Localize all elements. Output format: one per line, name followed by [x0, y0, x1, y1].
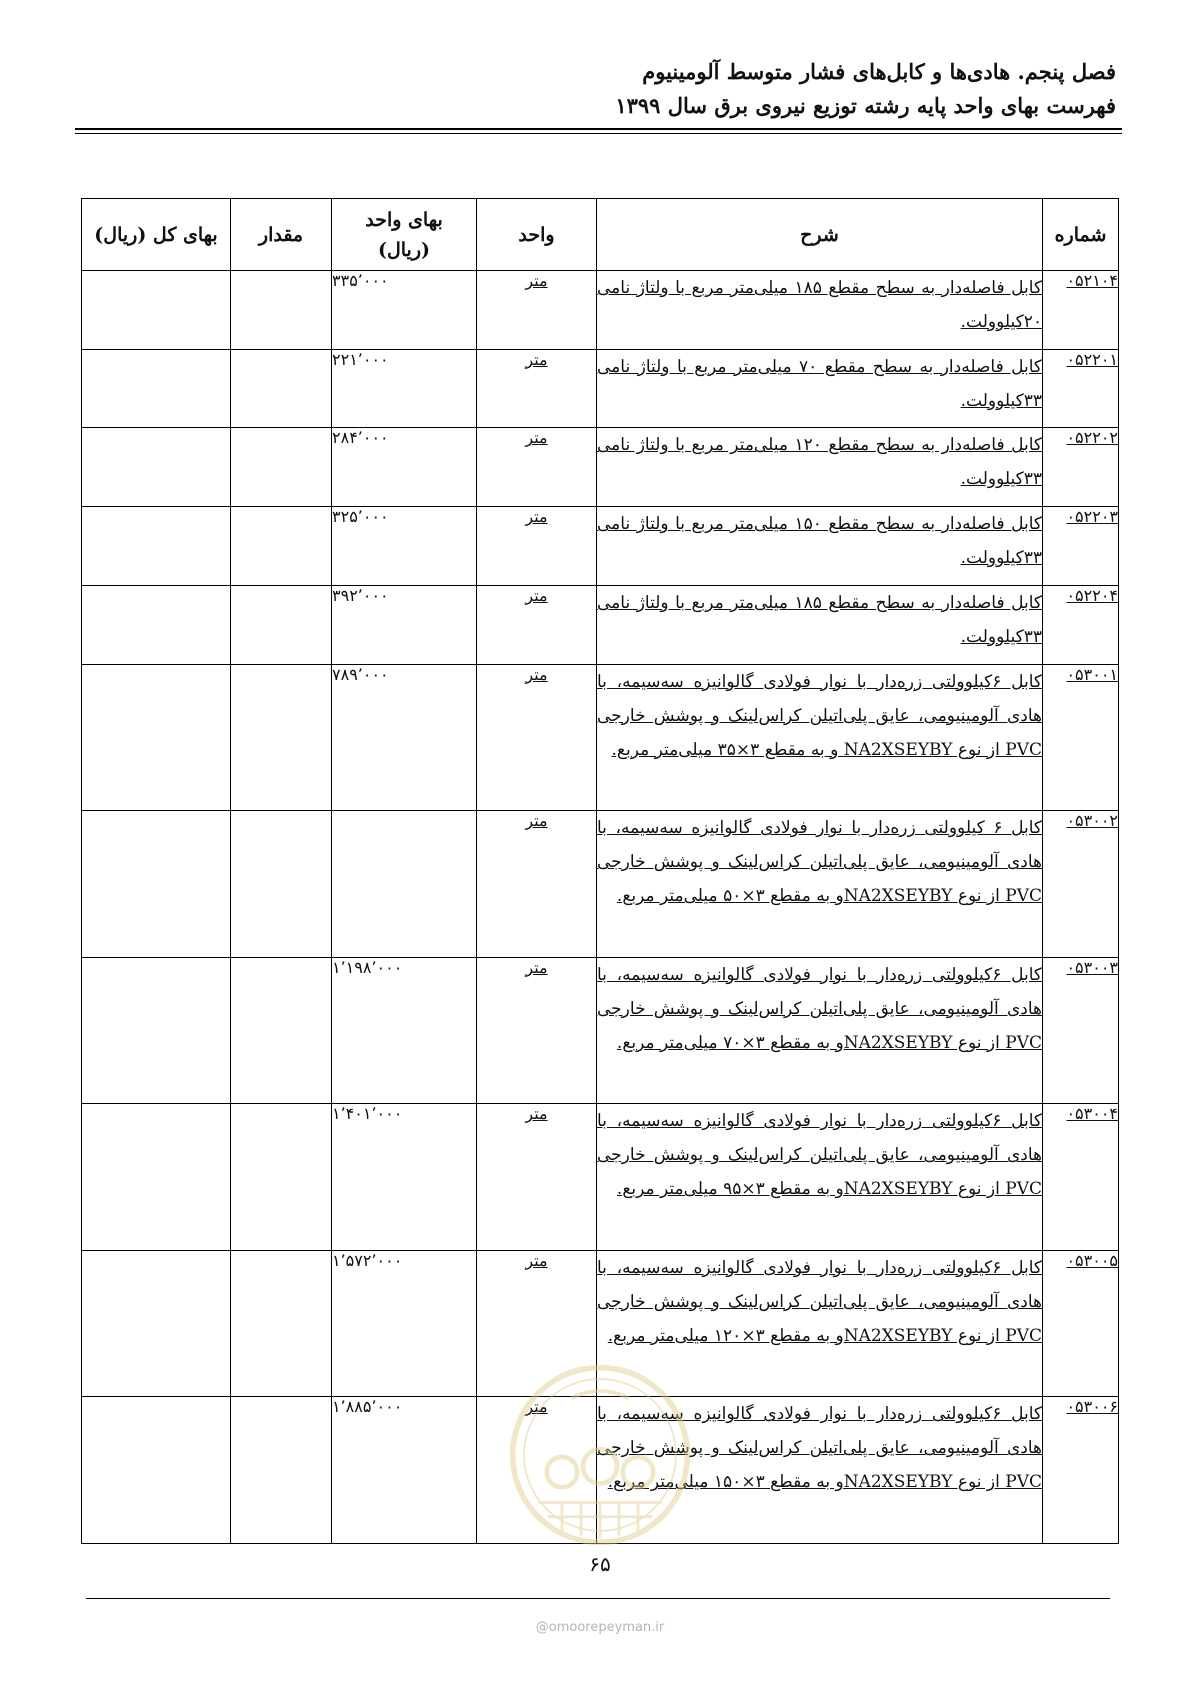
- row-code: ۰۵۳۰۰۳: [1066, 957, 1118, 977]
- table-row: [82, 1397, 1119, 1544]
- row-description-cell: [597, 271, 1043, 350]
- row-quantity: [231, 1250, 332, 1397]
- row-unit-cell: [477, 1397, 597, 1544]
- row-total: [82, 957, 231, 1104]
- row-code: ۰۵۳۰۰۴: [1066, 1104, 1118, 1124]
- row-description: کابل ۶کیلوولتی زره‌دار با نوار فولادی گالوانیزه سه‌سیمه، با هادی آلومینیومی، عایق پلی‌اتیلن کراس‌لینک و پوشش خارجی PVC از نوع NA2XSEYBYو به مقطع ۳×۱۲۰ میلی‌متر مربع.: [597, 1257, 1042, 1346]
- row-total: [82, 271, 231, 350]
- row-unit-price: ۱٬۴۰۱٬۰۰۰: [332, 1104, 477, 1251]
- row-description: کابل ۶کیلوولتی زره‌دار با نوار فولادی گالوانیزه سه‌سیمه، با هادی آلومینیومی، عایق پلی‌اتیلن کراس‌لینک و پوشش خارجی PVC از نوع NA2XSEYBY و به مقطع ۳×۳۵ میلی‌متر مربع.: [597, 671, 1042, 760]
- row-code: ۰۵۲۱۰۴: [1066, 271, 1118, 290]
- chapter-title: فصل پنجم. هادی‌ها و کابل‌های فشار متوسط آلومینیوم: [642, 59, 1116, 84]
- row-description-cell: [597, 349, 1043, 428]
- row-code: ۰۵۳۰۰۲: [1066, 811, 1118, 831]
- row-description: کابل فاصله‌دار به سطح مقطع ۱۸۵ میلی‌متر مربع با ولتاژ نامی ۳۳کیلوولت.: [597, 592, 1042, 647]
- row-unit: متر: [525, 1104, 548, 1124]
- row-description-cell: [597, 1397, 1043, 1544]
- row-description-cell: [597, 664, 1043, 811]
- row-code-cell: [1043, 349, 1119, 428]
- row-unit-price: ۳۹۲٬۰۰۰: [332, 585, 477, 664]
- row-quantity: [231, 271, 332, 350]
- row-unit: متر: [525, 811, 548, 831]
- row-unit-cell: [477, 271, 597, 350]
- row-description-cell: [597, 811, 1043, 958]
- row-description: کابل فاصله‌دار به سطح مقطع ۷۰ میلی‌متر مربع با ولتاژ نامی ۳۳کیلوولت.: [597, 356, 1042, 411]
- row-quantity: [231, 811, 332, 958]
- row-quantity: [231, 957, 332, 1104]
- row-unit-cell: [477, 1104, 597, 1251]
- table-row: [82, 428, 1119, 507]
- row-unit-cell: [477, 664, 597, 811]
- document-title: فهرست بهای واحد پایه رشته توزیع نیروی برق سال ۱۳۹۹: [615, 93, 1116, 118]
- row-unit-price: ۲۲۱٬۰۰۰: [332, 349, 477, 428]
- row-description: کابل ۶کیلوولتی زره‌دار با نوار فولادی گالوانیزه سه‌سیمه، با هادی آلومینیومی، عایق پلی‌اتیلن کراس‌لینک و پوشش خارجی PVC از نوع NA2XSEYBYو به مقطع ۳×۷۰ میلی‌متر مربع.: [597, 964, 1042, 1053]
- table-row: [82, 349, 1119, 428]
- page-number: ۶۵: [589, 1552, 611, 1576]
- row-code-cell: [1043, 585, 1119, 664]
- row-unit-price: ۳۳۵٬۰۰۰: [332, 271, 477, 350]
- row-unit: متر: [525, 1250, 548, 1270]
- table-row: [82, 957, 1119, 1104]
- header-description: شرح: [597, 199, 1043, 271]
- row-unit: متر: [525, 1397, 548, 1417]
- row-unit: متر: [525, 585, 548, 605]
- row-unit-price: [332, 811, 477, 958]
- row-description-cell: [597, 957, 1043, 1104]
- row-unit-price: ۱٬۵۷۲٬۰۰۰: [332, 1250, 477, 1397]
- row-total: [82, 664, 231, 811]
- row-code: ۰۵۳۰۰۱: [1066, 664, 1118, 684]
- row-unit-cell: [477, 585, 597, 664]
- row-code-cell: [1043, 957, 1119, 1104]
- row-code: ۰۵۳۰۰۵: [1066, 1250, 1118, 1270]
- row-code-cell: [1043, 271, 1119, 350]
- row-unit-price: ۱٬۱۹۸٬۰۰۰: [332, 957, 477, 1104]
- row-description-cell: [597, 585, 1043, 664]
- row-description: کابل فاصله‌دار به سطح مقطع ۱۲۰ میلی‌متر مربع با ولتاژ نامی ۳۳کیلوولت.: [597, 435, 1042, 490]
- row-unit: متر: [525, 271, 548, 290]
- row-quantity: [231, 507, 332, 586]
- row-unit: متر: [525, 957, 548, 977]
- row-code-cell: [1043, 1397, 1119, 1544]
- header-unit-price: [332, 199, 477, 271]
- row-total: [82, 428, 231, 507]
- row-unit-cell: [477, 349, 597, 428]
- row-total: [82, 1104, 231, 1251]
- row-total: [82, 349, 231, 428]
- header-total-price: بهای کل (ریال): [82, 199, 231, 271]
- row-unit-cell: [477, 811, 597, 958]
- header-quantity: مقدار: [231, 199, 332, 271]
- row-code: ۰۵۲۲۰۴: [1066, 585, 1118, 605]
- row-description: کابل ۶کیلوولتی زره‌دار با نوار فولادی گالوانیزه سه‌سیمه، با هادی آلومینیومی، عایق پلی‌اتیلن کراس‌لینک و پوشش خارجی PVC از نوع NA2XSEYBYو به مقطع ۳×۹۵ میلی‌متر مربع.: [597, 1111, 1042, 1200]
- row-description: کابل ۶ کیلوولتی زره‌دار با نوار فولادی گالوانیزه سه‌سیمه، با هادی آلومینیومی، عایق پلی‌اتیلن کراس‌لینک و پوشش خارجی PVC از نوع NA2XSEYBYو به مقطع ۳×۵۰ میلی‌متر مربع.: [597, 818, 1042, 907]
- row-unit: متر: [525, 507, 548, 527]
- row-unit-cell: [477, 957, 597, 1104]
- row-unit-cell: [477, 428, 597, 507]
- row-quantity: [231, 664, 332, 811]
- row-code-cell: [1043, 1104, 1119, 1251]
- row-description: کابل فاصله‌دار به سطح مقطع ۱۵۰ میلی‌متر مربع با ولتاژ نامی ۳۳کیلوولت.: [597, 514, 1042, 569]
- table-row: [82, 271, 1119, 350]
- row-total: [82, 1250, 231, 1397]
- table-row: [82, 1104, 1119, 1251]
- row-total: [82, 1397, 231, 1544]
- price-table: [81, 198, 1119, 1544]
- row-description-cell: [597, 428, 1043, 507]
- row-code-cell: [1043, 811, 1119, 958]
- row-quantity: [231, 585, 332, 664]
- row-description: کابل ۶کیلوولتی زره‌دار با نوار فولادی گالوانیزه سه‌سیمه، با هادی آلومینیومی، عایق پلی‌اتیلن کراس‌لینک و پوشش خارجی PVC از نوع NA2XSEYBYو به مقطع ۳×۱۵۰ میلی‌متر مربع.: [597, 1404, 1042, 1493]
- row-description-cell: [597, 507, 1043, 586]
- row-code-cell: [1043, 664, 1119, 811]
- page-header: [71, 55, 1116, 123]
- table-row: [82, 664, 1119, 811]
- table-row: [82, 585, 1119, 664]
- row-unit: متر: [525, 428, 548, 448]
- row-code: ۰۵۲۲۰۲: [1066, 428, 1118, 448]
- row-unit-cell: [477, 1250, 597, 1397]
- header-rule-thin: [75, 133, 1122, 134]
- header-rule-thick: [75, 128, 1122, 130]
- row-description: کابل فاصله‌دار به سطح مقطع ۱۸۵ میلی‌متر مربع با ولتاژ نامی ۲۰کیلوولت.: [597, 278, 1042, 332]
- row-unit-price: ۳۲۵٬۰۰۰: [332, 507, 477, 586]
- row-description-cell: [597, 1104, 1043, 1251]
- row-code: ۰۵۲۲۰۳: [1066, 507, 1118, 527]
- header-unit: واحد: [477, 199, 597, 271]
- header-code: شماره: [1043, 199, 1119, 271]
- row-code-cell: [1043, 1250, 1119, 1397]
- row-quantity: [231, 1104, 332, 1251]
- row-unit-price: ۱٬۸۸۵٬۰۰۰: [332, 1397, 477, 1544]
- row-total: [82, 811, 231, 958]
- row-quantity: [231, 349, 332, 428]
- table-header-row: [82, 199, 1119, 271]
- row-code: ۰۵۳۰۰۶: [1066, 1397, 1118, 1417]
- row-code-cell: [1043, 428, 1119, 507]
- row-quantity: [231, 1397, 332, 1544]
- watermark-url: @omoorepeyman.ir: [535, 1620, 665, 1635]
- row-code-cell: [1043, 507, 1119, 586]
- header-unit-price-currency: (ریال): [377, 238, 431, 261]
- table-row: [82, 507, 1119, 586]
- table-row: [82, 811, 1119, 958]
- row-code: ۰۵۲۲۰۱: [1066, 349, 1118, 369]
- row-total: [82, 507, 231, 586]
- row-unit-price: ۲۸۴٬۰۰۰: [332, 428, 477, 507]
- row-description-cell: [597, 1250, 1043, 1397]
- row-unit: متر: [525, 349, 548, 369]
- row-total: [82, 585, 231, 664]
- row-unit-cell: [477, 507, 597, 586]
- row-unit-price: ۷۸۹٬۰۰۰: [332, 664, 477, 811]
- table-row: [82, 1250, 1119, 1397]
- row-quantity: [231, 428, 332, 507]
- header-unit-price-label: بهای واحد: [365, 208, 443, 231]
- row-unit: متر: [525, 664, 548, 684]
- footer-rule: [86, 1598, 1110, 1599]
